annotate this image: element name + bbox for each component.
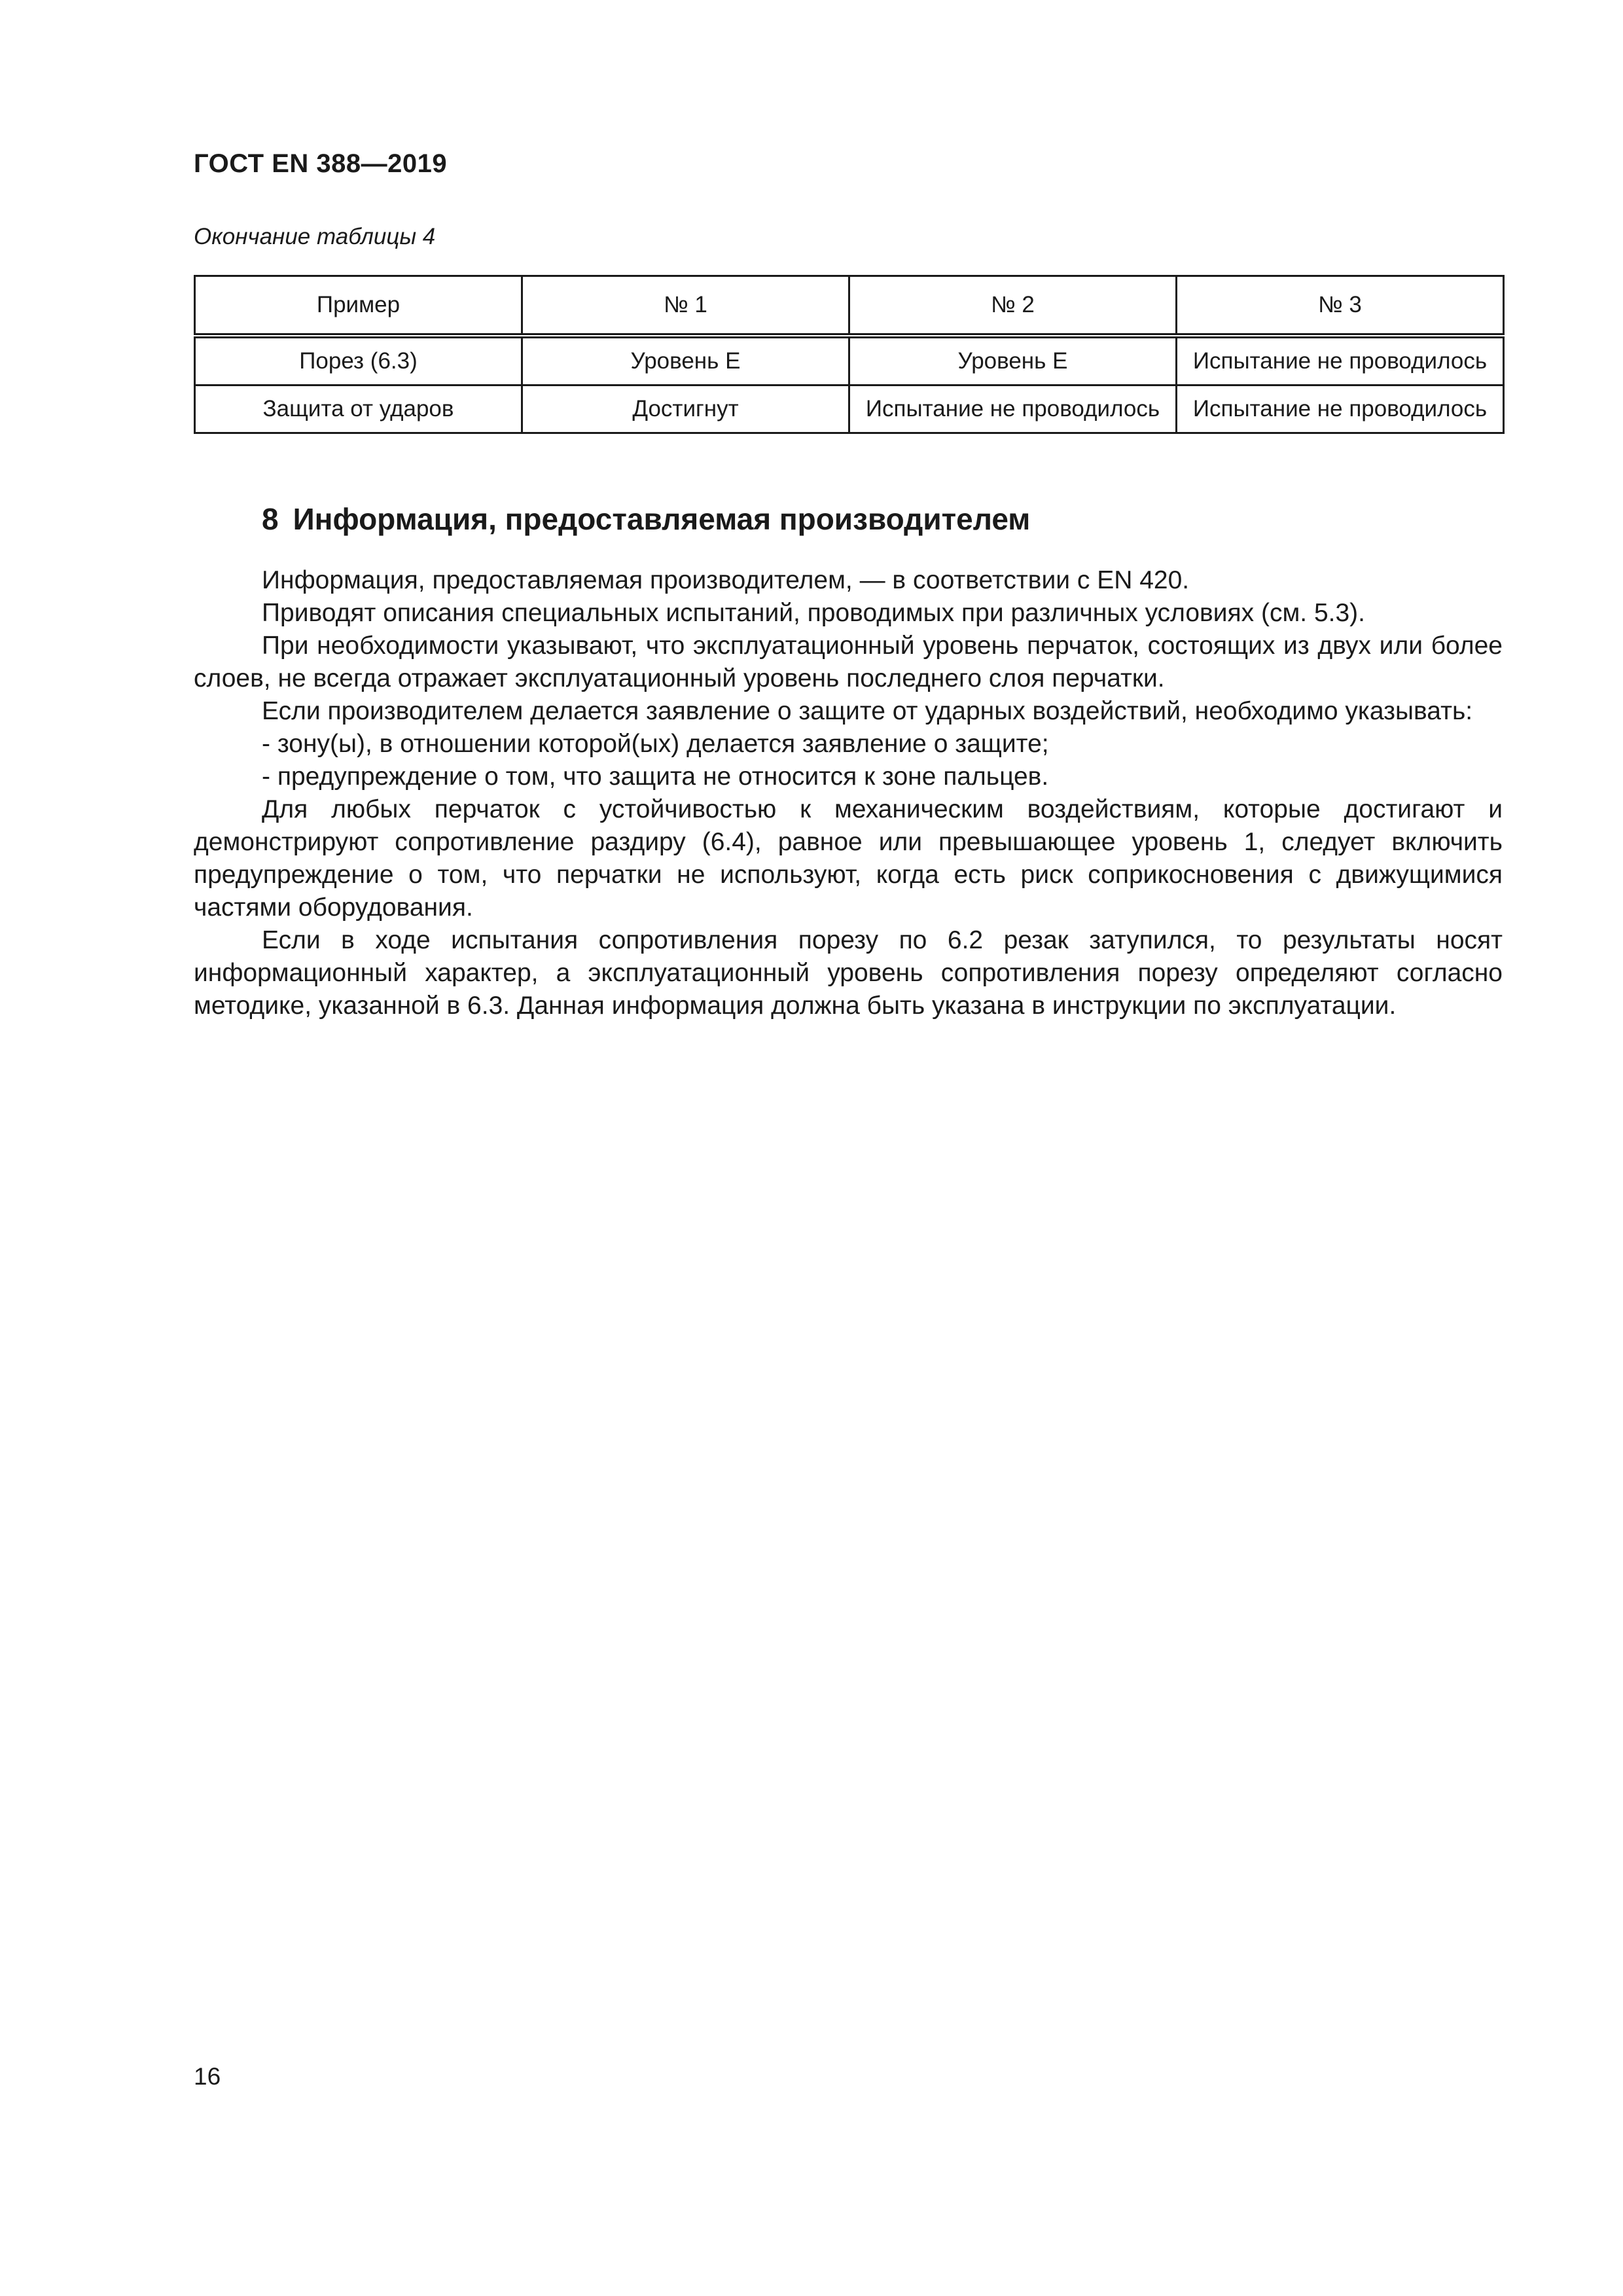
section-title: Информация, предоставляемая производителем [293,502,1031,536]
list-item: - зону(ы), в отношении которой(ых) делается заявление о защите; [262,730,1049,758]
document-code: ГОСТ EN 388—2019 [194,149,448,178]
paragraph: Для любых перчаток с устойчивостью к механическим воздействиям, которые достигают и демонстрируют сопротивление раздиру (6.4), равное или превышающее уровень 1, следует включить предупреждение о том, что перчатки не используют, когда есть риск соприкосновения с движущимися частями оборудования. [194,795,1503,922]
table-row [195,336,1504,386]
page-number: 16 [194,2063,221,2090]
section-body [194,564,1503,1022]
column-header-no1: № 1 [522,276,849,336]
table-cell: Испытание не проводилось [1177,336,1504,386]
paragraph: Если в ходе испытания сопротивления порезу по 6.2 резак затупился, то результаты носят информационный характер, а эксплуатационный уровень сопротивления порезу определяют согласно методике, указанной в 6.3. Данная информация должна быть указана в инструкции по эксплуатации. [194,926,1503,1020]
paragraph: Если производителем делается заявление о защите от ударных воздействий, необходимо указывать: [262,697,1473,725]
column-header-no3: № 3 [1177,276,1504,336]
table-cell: Уровень E [522,336,849,386]
table-row [195,386,1504,433]
table-cell: Уровень E [849,336,1177,386]
table-cell: Защита от ударов [195,386,522,433]
table-cell: Достигнут [522,386,849,433]
results-table [194,275,1505,434]
paragraph: Информация, предоставляемая производителем, — в соответствии с EN 420. [262,566,1190,594]
list-item: - предупреждение о том, что защита не относится к зоне пальцев. [262,762,1049,791]
table-cell: Испытание не проводилось [849,386,1177,433]
table-header-row [195,276,1504,336]
section-heading [262,501,1030,537]
paragraph: Приводят описания специальных испытаний, проводимых при различных условиях (см. 5.3). [262,599,1366,627]
column-header-example: Пример [195,276,522,336]
paragraph: При необходимости указывают, что эксплуатационный уровень перчаток, состоящих из двух или более слоев, не всегда отражает эксплуатационный уровень последнего слоя перчатки. [194,632,1503,692]
table-caption: Окончание таблицы 4 [194,224,436,249]
section-number: 8 [262,502,279,536]
table-cell: Порез (6.3) [195,336,522,386]
column-header-no2: № 2 [849,276,1177,336]
table-cell: Испытание не проводилось [1177,386,1504,433]
